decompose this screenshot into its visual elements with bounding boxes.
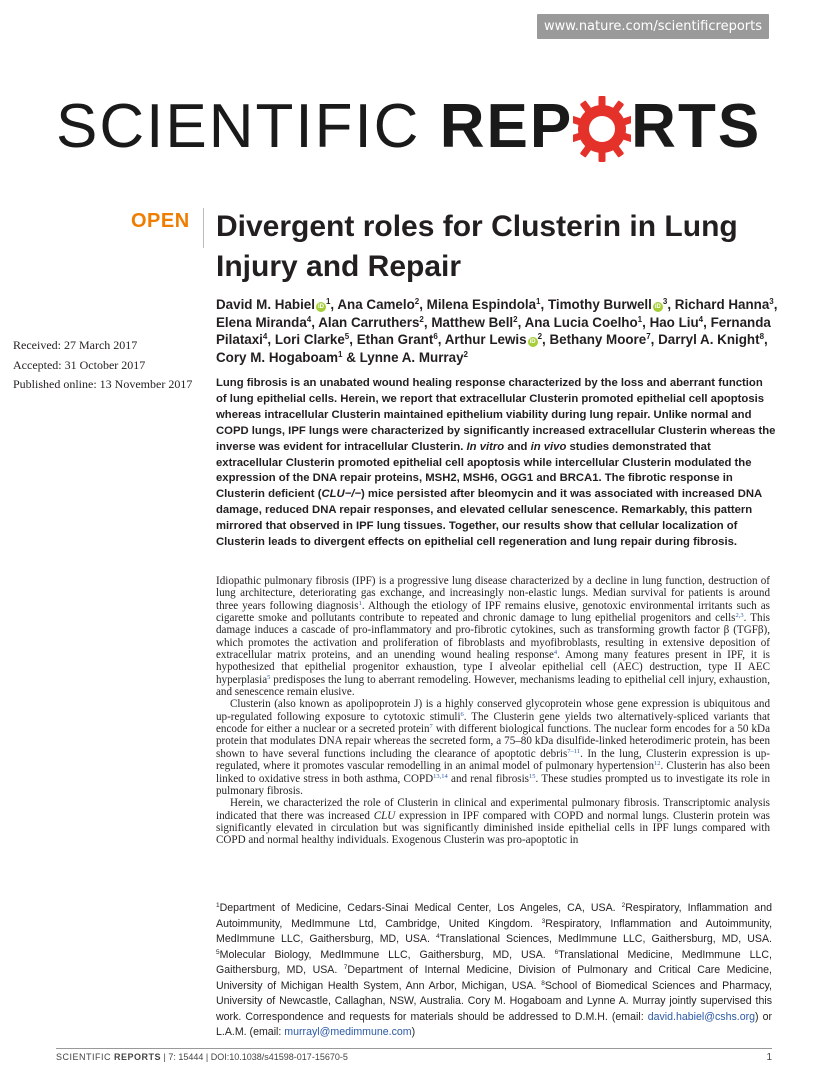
gene-name: CLU (373, 809, 396, 822)
abstract (216, 376, 776, 551)
author-name: Hao Liu (649, 314, 699, 330)
author-affiliation-marker: 1 (338, 349, 343, 359)
abstract-text: studies demonstrated that extracellular Clusterin promoted epithelial cell apoptosis while intercellular Clusterin modulated the expression of the DNA repair proteins, MSH2, MSH6, OGG1 and BRCA1. The fibrotic response in Clusterin deficient ( (216, 440, 752, 501)
citation-ref[interactable]: 12 (654, 760, 661, 768)
abstract-text: ) mice persisted after bleomycin and it was associated with increased DNA damage, reduced DNA repair responses, and elevated cellular senescence. Remarkably, this pattern mirrored that observed in IPF lung tissues. Together, our results show that cellular localization of Clusterin leads to divergent effects on epithelial cell regeneration and lung repair during fibrosis. (216, 488, 762, 549)
citation-ref[interactable]: 2,3 (735, 612, 744, 620)
author-name: Ana Camelo (337, 297, 415, 312)
masthead-scientific: SCIENTIFIC (56, 92, 440, 161)
author-affiliation-marker: 3 (769, 297, 774, 306)
body-text-run: Herein, we characterized the role of Clusterin in clinical and experimental pulmonary fibrosis. Transcriptomic analysis indicated that there was increased (216, 797, 770, 822)
body-text (216, 575, 770, 847)
author-affiliation-marker: 4 (698, 314, 704, 324)
citation-ref[interactable]: 5 (267, 673, 271, 681)
footer-journal-bold: REPORTS (114, 1052, 162, 1062)
page-number: 1 (766, 1052, 772, 1063)
affiliation-text: Department of Internal Medicine, Division of Pulmonary and Critical Care Medicine, University of Michigan Health System, Ann Arbor, Michigan, USA. (216, 964, 772, 992)
author-affiliation-marker: 2 (537, 332, 543, 341)
affiliation-text: Respiratory, Inflammation and Autoimmunity, MedImmune LLC, Gaithersburg, MD, USA. (216, 917, 773, 945)
author-affiliation-marker: 7 (646, 332, 651, 341)
body-paragraph (216, 797, 770, 846)
title-divider (203, 208, 204, 248)
body-text-run: expression in IPF compared with COPD and normal lungs. Clusterin protein was significantly elevated in circulation but was significantly diminished inside epithelial cells in IPF lungs compared with COPD and normal healthy individuals. Exogenous Clusterin was pro-apoptotic in (216, 809, 770, 847)
citation-ref[interactable]: 7–11 (567, 747, 581, 755)
author-name: Darryl A. Knight (658, 332, 760, 347)
affiliation-marker: 4 (436, 933, 440, 940)
masthead-rts: RTS (631, 92, 762, 161)
affiliation-text: Respiratory, Inflammation and Autoimmunity, MedImmune Ltd, Cambridge, United Kingdom. (216, 902, 772, 930)
footer-journal-light: SCIENTIFIC (56, 1052, 115, 1062)
orcid-icon[interactable]: iD (529, 339, 536, 345)
footer-divider (56, 1048, 772, 1049)
affiliation-marker: 7 (343, 964, 348, 971)
author-name: Cory M. Hogaboam (216, 349, 339, 365)
body-text-run: . These studies prompted us to investigate its role in pulmonary fibrosis. (216, 772, 771, 797)
body-text-run: with different biological functions. The nuclear form encodes for a 50 kDa protein that modulates DNA repair whereas the secreted form, a 75–80 kDa disulfide-linked heterodimeric protein, has been shown to have several functions including the clearance of apoptotic debris (216, 723, 770, 760)
body-text-run: . This damage induces a cascade of pro-inflammatory and pro-fibrotic cytokines, such as transforming growth factor β (TGFβ), which promotes the activation and proliferation of fibroblasts and myofibroblasts, resulting in extensive deposition of extracellular matrix proteins, and an unending wound healing response (216, 612, 770, 662)
open-access-label: OPEN (131, 210, 190, 232)
citation-ref[interactable]: 1 (358, 599, 362, 607)
author-name: Lori Clarke (274, 332, 345, 347)
body-text-run: predisposes the lung to aberrant remodeling. However, mechanisms leading to epithelial cell injury, exhaustion, and senescence remain elusive. (216, 673, 770, 699)
journal-url-tab[interactable]: www.nature.com/scientificreports (537, 14, 769, 39)
orcid-icon[interactable]: iD (654, 304, 661, 310)
footer-citation: | 7: 15444 | DOI:10.1038/s41598-017-15670-5 (161, 1052, 348, 1062)
affiliations (216, 901, 772, 1041)
author-name: Fernanda Pilataxi (216, 314, 771, 347)
author-list: David M. Habiel $iD^1$, Ana Camelo$^2$, Milena Espindola$^1$, Timothy Burwell $iD^3$, Richard Hanna$^3$, Elena Miranda$^4$, Alan Carruthers$^2$, Matthew Bell$^2$, Ana Lucia Coelho$^1$, Hao Liu$^4$, Fernanda Pilataxi$^4$, Lori Clarke$^5$, Ethan Grant$^6$, Arthur Lewis $iD^2$, Bethany Moore$^7$, Darryl A. Knight$^8$, Cory M. Hogaboam$^1$ & Lynne A. Murray$^2$ (216, 297, 778, 365)
author-name: Alan Carruthers (318, 314, 420, 330)
gear-logo-icon (573, 92, 631, 162)
email-link[interactable]: murrayl@medimmune.com (284, 1026, 412, 1038)
body-text-run: and renal fibrosis (447, 772, 529, 785)
body-paragraph (216, 698, 770, 797)
affiliation-text: ) or L.A.M. (email: (216, 1010, 773, 1038)
affiliation-text: Translational Sciences, MedImmune LLC, Gaithersburg, MD, USA. (439, 933, 772, 945)
author-affiliation-marker: 8 (759, 332, 765, 341)
citation-ref[interactable]: 4 (553, 649, 558, 657)
email-link[interactable]: david.habiel@cshs.org (647, 1010, 756, 1023)
author-affiliation-marker: 1 (637, 314, 643, 324)
author-affiliation-marker: 1 (325, 297, 331, 306)
author-name: Milena Espindola (426, 297, 537, 312)
affiliation-marker: 1 (216, 902, 220, 909)
author-affiliation-marker: 4 (306, 314, 312, 324)
footer-journal (56, 1052, 161, 1062)
masthead-rep: REP (439, 92, 574, 161)
author-name: Timothy Burwell (547, 297, 652, 312)
citation-ref[interactable]: 7 (429, 723, 433, 731)
body-text-run: Idiopathic pulmonary fibrosis (IPF) is a progressive lung disease characterized by a decline in lung function, destruction of lung architecture, deteriorating gas exchange, and increasingly non-elastic lungs. Median survival for patients is around three years following diagnosis (216, 575, 770, 612)
body-text-run: . Although the etiology of IPF remains elusive, genotoxic environmental irritants such as cigarette smoke and pollutants contribute to repeated and chronic damage to lung epithelial progenitors and cells (216, 599, 770, 625)
abstract-text: and (504, 440, 531, 453)
author-affiliation-marker: 2 (419, 314, 424, 324)
affiliation-marker: 2 (621, 902, 626, 909)
body-text-run: . The Clusterin gene yields two alternatively-spliced variants that encode for either a nuclear or a secreted protein (216, 710, 770, 736)
body-text-run: . In the lung, Clusterin expression is up-regulated, where it promotes vascular remodelling in an animal model of pulmonary hypertension (216, 747, 770, 773)
author-name: Arthur Lewis (444, 332, 527, 347)
author-name: Lynne A. Murray (359, 349, 464, 365)
affiliation-text: Translational Medicine, MedImmune LLC, Gaithersburg, MD, USA. (216, 948, 772, 976)
abstract-text: in vivo (530, 440, 567, 453)
affiliation-text: Molecular Biology, MedImmune LLC, Gaithersburg, MD, USA. (219, 948, 555, 961)
received-date: Received: 27 March 2017 (13, 338, 138, 352)
citation-ref[interactable]: 6 (460, 710, 464, 718)
author-affiliation-marker: 5 (344, 332, 350, 341)
body-text-run: . Clusterin has also been linked to oxidative stress in both asthma, COPD (216, 760, 770, 785)
abstract-text: In vitro (466, 440, 505, 453)
author-affiliation-marker: 2 (513, 314, 518, 324)
author-name: Bethany Moore (549, 332, 647, 347)
author-affiliation-marker: 4 (262, 332, 268, 341)
author-name: Elena Miranda (216, 314, 307, 330)
body-paragraph (216, 575, 770, 698)
author-name: Richard Hanna (674, 297, 770, 312)
author-affiliation-marker: 3 (662, 297, 668, 306)
author-name: Ana Lucia Coelho (524, 314, 638, 330)
body-text-run: . Among many features present in IPF, it is hypothesized that epithelial progenitor exhaustion, type I alveolar epithelial cell (AEC) destruction, type II AEC hyperplasia (216, 649, 770, 686)
affiliation-text: ) (411, 1026, 416, 1038)
article-title: Divergent roles for Clusterin in Lung Injury and Repair (216, 210, 738, 283)
orcid-icon[interactable]: iD (317, 304, 324, 310)
affiliation-text: School of Biomedical Sciences and Pharmacy, University of Newcastle, Callaghan, NSW, Australia. Cory M. Hogaboam and Lynne A. Murray jointly supervised this work. Correspondence and requests for materials should be addressed to D.M.H. (email: (216, 979, 772, 1023)
published-date: Published online: 13 November 2017 (13, 377, 193, 391)
citation-ref[interactable]: 13,14 (433, 772, 448, 780)
author-name: David M. Habiel (216, 297, 315, 312)
affiliation-marker: 3 (541, 917, 546, 925)
author-name: Matthew Bell (431, 314, 514, 330)
journal-masthead (56, 92, 761, 162)
affiliation-marker: 6 (554, 948, 559, 956)
abstract-text: CLU−/− (321, 488, 362, 501)
author-affiliation-marker: 2 (463, 349, 468, 359)
author-affiliation-marker: 6 (433, 332, 438, 341)
author-name: Ethan Grant (356, 332, 434, 347)
affiliation-marker: 8 (541, 979, 545, 987)
affiliation-marker: 5 (216, 948, 220, 956)
citation-ref[interactable]: 15 (529, 772, 536, 780)
accepted-date: Accepted: 31 October 2017 (13, 357, 146, 372)
abstract-text: Lung fibrosis is an unabated wound healing response characterized by the loss and aberrant function of lung epithelial cells. Herein, we report that extracellular Clusterin promoted epithelial cell apoptosis whereas intracellular Clusterin maintained epithelium viability during lung repair. Unlike normal and COPD lungs, IPF lungs were characterized by significantly increased extracellular Clusterin whereas the inverse was evident for intracellular Clusterin. (216, 377, 776, 453)
page-footer (56, 1052, 772, 1062)
author-affiliation-marker: 1 (536, 297, 541, 306)
affiliation-text: Department of Medicine, Cedars-Sinai Medical Center, Los Angeles, CA, USA. (219, 902, 622, 914)
article-dates (13, 336, 192, 395)
author-affiliation-marker: 2 (414, 297, 420, 306)
body-text-run: Clusterin (also known as apolipoprotein J) is a highly conserved glycoprotein whose gene expression is ubiquitous and up-regulated following exposure to cytotoxic stimuli (216, 698, 770, 723)
